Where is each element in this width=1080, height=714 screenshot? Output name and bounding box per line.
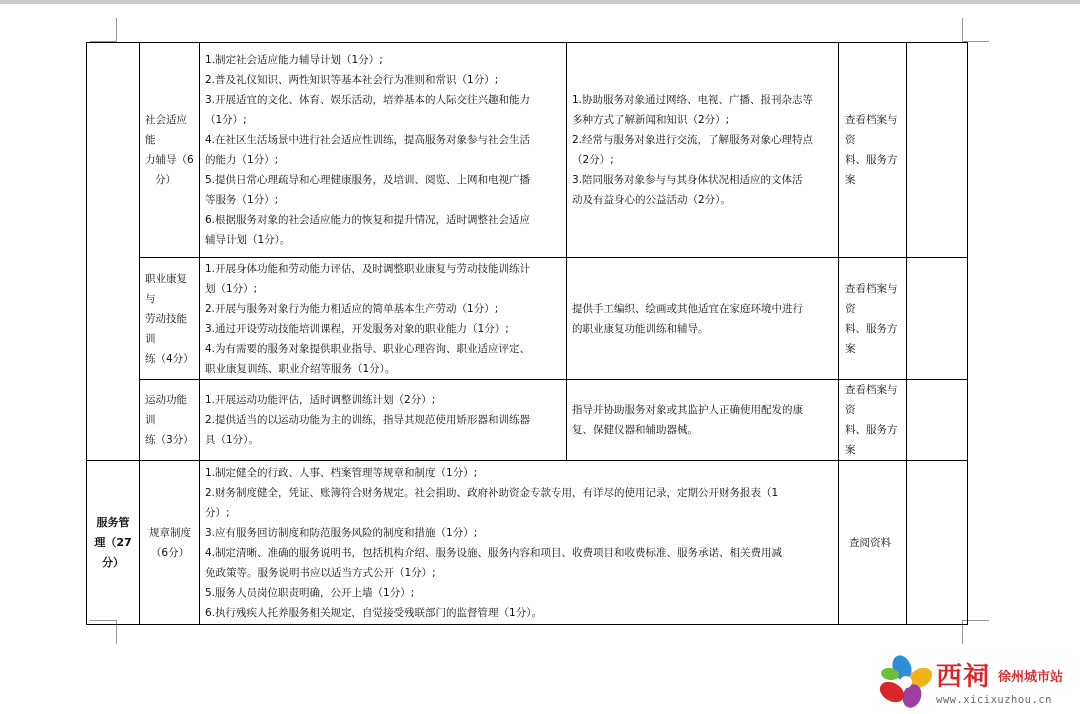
watermark-url: www.xicixuzhou.cn <box>936 694 1052 706</box>
standard-line: 5.服务人员岗位职责明确，公开上墙（1分）; <box>205 586 415 599</box>
item-line: 练（3分） <box>145 434 194 446</box>
crop-mark-top-left-v <box>116 18 117 42</box>
site-watermark <box>878 650 1078 712</box>
table-row <box>87 461 968 625</box>
score-cell-empty <box>907 380 968 461</box>
extra-line: 3.陪同服务对象参与与其身体状况相适应的文体活 <box>572 174 803 186</box>
category-line: 理（27 <box>94 535 132 549</box>
extra-line: 指导并协助服务对象或其监护人正确使用配发的康 <box>572 404 803 416</box>
standard-line: 分）; <box>205 506 230 519</box>
standard-line: 划（1分）; <box>205 282 258 295</box>
extra-line: 多种方式了解新闻和知识（2分）; <box>572 114 730 126</box>
item-line: 分） <box>155 174 176 186</box>
standards-cell <box>200 380 567 461</box>
crop-mark-top-right-v <box>962 18 963 42</box>
category-cell <box>87 461 140 625</box>
item-line: 力辅导（6 <box>145 154 194 166</box>
method-cell <box>839 380 907 461</box>
standard-line: 3.通过开设劳动技能培训课程，开发服务对象的职业能力（1分）; <box>205 322 509 335</box>
standard-line: 3.应有服务回访制度和防范服务风险的制度和措施（1分）; <box>205 526 478 539</box>
extra-line: 提供手工编织、绘画或其他适宜在家庭环境中进行 <box>572 302 803 315</box>
category-line: 服务管 <box>96 515 130 529</box>
standard-line: 职业康复训练、职业介绍等服务（1分）。 <box>205 362 396 375</box>
standards-table <box>86 42 968 625</box>
extra-line: 复、保健仪器和辅助器械。 <box>572 424 698 436</box>
method-cell <box>839 43 907 258</box>
page-top-edge <box>0 0 1080 4</box>
table-row <box>87 380 968 461</box>
standards-cell <box>200 43 567 258</box>
standard-line: 6.根据服务对象的社会适应能力的恢复和提升情况，适时调整社会适应 <box>205 214 531 226</box>
standard-line: 1.制定社会适应能力辅导计划（1分）; <box>205 54 383 66</box>
standard-line: 4.制定清晰、准确的服务说明书，包括机构介绍、服务设施、服务内容和项目、收费项目和收费标准、服务承诺、相关费用减 <box>205 546 783 559</box>
extra-line: 的职业康复功能训练和辅导。 <box>572 322 709 335</box>
standard-line: 6.执行残疾人托养服务相关规定，自觉接受残联部门的监督管理（1分）。 <box>205 606 542 619</box>
standard-line: 2.普及礼仪知识、两性知识等基本社会行为准则和常识（1分）; <box>205 74 499 86</box>
extra-cell <box>567 43 839 258</box>
item-line: 规章制度 <box>149 526 191 539</box>
extra-line: 2.经常与服务对象进行交流，了解服务对象心理特点 <box>572 134 814 146</box>
item-line: 练（4分） <box>145 352 194 365</box>
method-line: 查看档案与资 <box>845 384 898 416</box>
category-line: 分） <box>102 555 124 569</box>
method-line: 料、服务方案 <box>845 322 898 355</box>
standard-line: 等服务（1分）; <box>205 194 279 206</box>
item-cell <box>140 461 200 625</box>
method-cell <box>839 258 907 380</box>
watermark-subtitle: 徐州城市站 <box>998 670 1064 685</box>
standard-line: 1.开展运动功能评估，适时调整训练计划（2分）; <box>205 394 436 406</box>
extra-line: （2分）; <box>572 154 614 166</box>
method-line: 料、服务方案 <box>845 424 898 456</box>
standard-line: （1分）; <box>205 114 247 126</box>
category-cell-empty <box>87 43 140 461</box>
score-cell-empty <box>907 43 968 258</box>
extra-cell <box>567 258 839 380</box>
item-cell <box>140 258 200 380</box>
watermark-logo-text: 西祠 <box>936 662 991 692</box>
standard-line: 5.提供日常心理疏导和心理健康服务，及培训、阅览、上网和电视广播 <box>205 174 531 186</box>
table-row <box>87 43 968 258</box>
extra-cell <box>567 380 839 461</box>
extra-line: 1.协助服务对象通过网络、电视、广播、报刊杂志等 <box>572 94 814 106</box>
item-cell <box>140 380 200 461</box>
item-line: 社会适应能 <box>145 114 187 146</box>
score-cell-empty <box>907 461 968 625</box>
item-line: （6分） <box>150 546 190 559</box>
standard-line: 3.开展适宜的文化、体育、娱乐活动，培养基本的人际交往兴趣和能力 <box>205 94 531 106</box>
standard-line: 2.财务制度健全，凭证、账簿符合财务规定。社会捐助、政府补助资金专款专用，有详尽的使用记录，定期公开财务报表（1 <box>205 486 779 499</box>
extra-line: 动及有益身心的公益活动（2分）。 <box>572 194 731 206</box>
table-row <box>87 258 968 380</box>
standard-line: 免政策等。服务说明书应以适当方式公开（1分）; <box>205 566 436 579</box>
method-line: 查看档案与资 <box>845 282 898 315</box>
standard-line: 4.在社区生活场景中进行社会适应性训练，提高服务对象参与社会生活 <box>205 134 531 146</box>
method-line: 查看档案与资 <box>845 114 898 146</box>
standard-line: 1.制定健全的行政、人事、档案管理等规章和制度（1分）; <box>205 466 478 479</box>
item-line: 职业康复与 <box>145 272 187 305</box>
method-line: 料、服务方案 <box>845 154 898 186</box>
score-cell-empty <box>907 258 968 380</box>
standard-line: 1.开展身体功能和劳动能力评估，及时调整职业康复与劳动技能训练计 <box>205 262 531 275</box>
standard-line: 4.为有需要的服务对象提供职业指导、职业心理咨询、职业适应评定、 <box>205 342 531 355</box>
item-line: 运动功能训 <box>145 394 187 426</box>
standard-line: 的能力（1分）; <box>205 154 279 166</box>
item-line: 劳动技能训 <box>145 312 187 345</box>
method-cell <box>839 461 907 625</box>
standard-line: 辅导计划（1分）。 <box>205 234 291 246</box>
flower-logo-icon <box>878 652 936 710</box>
standard-line: 2.开展与服务对象行为能力相适应的简单基本生产劳动（1分）; <box>205 302 499 315</box>
item-cell <box>140 43 200 258</box>
method-line: 查阅资料 <box>849 536 891 549</box>
standards-cell <box>200 461 839 625</box>
standard-line: 具（1分）。 <box>205 434 259 446</box>
standards-cell <box>200 258 567 380</box>
standard-line: 2.提供适当的以运动功能为主的训练，指导其规范使用矫形器和训练器 <box>205 414 531 426</box>
